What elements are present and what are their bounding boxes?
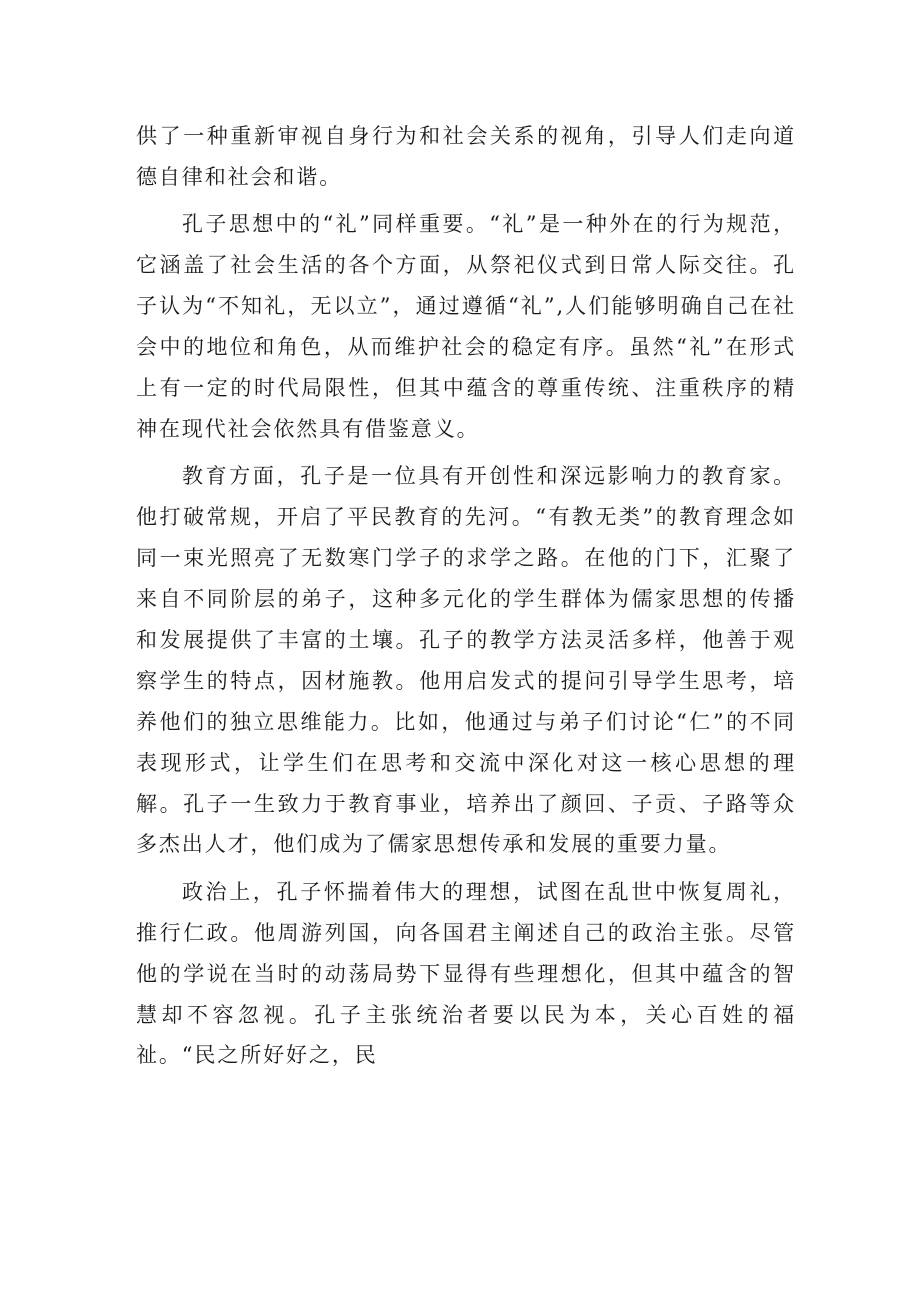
- document-body: [136, 116, 796, 1083]
- paragraph-2: 孔子思想中的“礼”同样重要。“礼”是一种外在的行为规范，它涵盖了社会生活的各个方面，从祭祀仪式到日常人际交往。孔子认为“不知礼，无以立”，通过遵循“礼”,人们能够明确自己在社会中的地位和角色，从而维护社会的稳定有序。虽然“礼”在形式上有一定的时代局限性，但其中蕴含的尊重传统、注重秩序的精神在现代社会依然具有借鉴意义。: [136, 212, 796, 441]
- paragraph-3: 教育方面，孔子是一位具有开创性和深远影响力的教育家。他打破常规，开启了平民教育的先河。“有教无类”的教育理念如同一束光照亮了无数寒门学子的求学之路。在他的门下，汇聚了来自不同阶层的弟子，这种多元化的学生群体为儒家思想的传播和发展提供了丰富的土壤。孔子的教学方法灵活多样，他善于观察学生的特点，因材施教。他用启发式的提问引导学生思考，培养他们的独立思维能力。比如，他通过与弟子们讨论“仁”的不同表现形式，让学生们在思考和交流中深化对这一核心思想的理解。孔子一生致力于教育事业，培养出了颜回、子贡、子路等众多杰出人才，他们成为了儒家思想传承和发展的重要力量。: [136, 464, 796, 857]
- paragraph-1: 供了一种重新审视自身行为和社会关系的视角，引导人们走向道德自律和社会和谐。: [136, 124, 796, 189]
- paragraph-4: 政治上，孔子怀揣着伟大的理想，试图在乱世中恢复周礼，推行仁政。他周游列国，向各国君主阐述自己的政治主张。尽管他的学说在当时的动荡局势下显得有些理想化，但其中蕴含的智慧却不容忽视。孔子主张统治者要以民为本，关心百姓的福祉。“民之所好好之，民: [136, 879, 796, 1068]
